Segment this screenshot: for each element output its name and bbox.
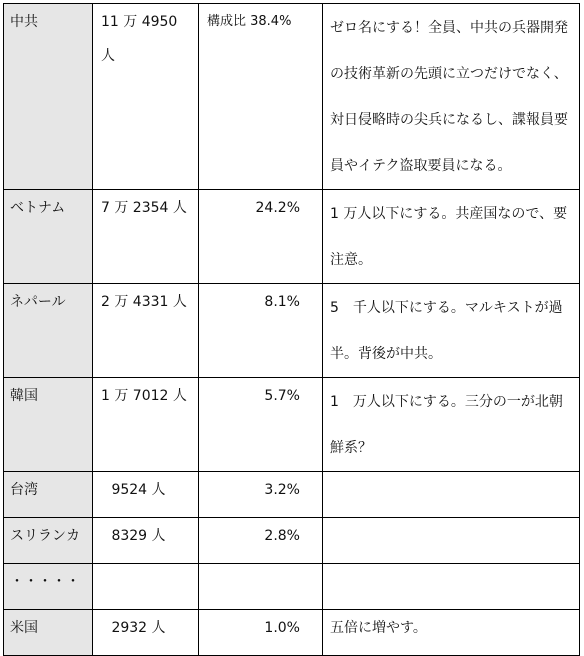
- note-cell: 5 千人以下にする。マルキストが過半。背後が中共。: [323, 284, 580, 378]
- note-cell: [323, 472, 580, 518]
- country-cell: ・・・・・: [4, 564, 93, 610]
- note-cell: [323, 518, 580, 564]
- ratio-cell: 1.0%: [199, 610, 323, 656]
- ratio-cell: 2.8%: [199, 518, 323, 564]
- country-cell: 韓国: [4, 378, 93, 472]
- ratio-cell: 構成比 38.4%: [199, 4, 323, 190]
- table-row: [4, 190, 580, 284]
- ratio-cell: 8.1%: [199, 284, 323, 378]
- note-cell: [323, 564, 580, 610]
- count-cell: [93, 564, 199, 610]
- country-cell: 米国: [4, 610, 93, 656]
- ratio-cell: 5.7%: [199, 378, 323, 472]
- count-cell: 7 万 2354 人: [93, 190, 199, 284]
- count-cell: 9524 人: [93, 472, 199, 518]
- country-cell: スリランカ: [4, 518, 93, 564]
- note-cell: ゼロ名にする！全員、中共の兵器開発の技術革新の先頭に立つだけでなく、対日侵略時の尖兵になるし、諜報員要員やイテク盗取要員になる。: [323, 4, 580, 190]
- count-cell: 1 万 7012 人: [93, 378, 199, 472]
- table-row: [4, 518, 580, 564]
- table-row: [4, 472, 580, 518]
- count-cell: 2932 人: [93, 610, 199, 656]
- country-cell: 中共: [4, 4, 93, 190]
- table-row: [4, 284, 580, 378]
- country-cell: ネパール: [4, 284, 93, 378]
- table-row: [4, 4, 580, 190]
- table-row: [4, 378, 580, 472]
- student-table: [3, 3, 580, 656]
- ratio-cell: 3.2%: [199, 472, 323, 518]
- table-row: [4, 564, 580, 610]
- country-cell: 台湾: [4, 472, 93, 518]
- country-cell: ベトナム: [4, 190, 93, 284]
- ratio-cell: [199, 564, 323, 610]
- count-cell: 8329 人: [93, 518, 199, 564]
- note-cell: 1 万人以下にする。共産国なので、要注意。: [323, 190, 580, 284]
- table-row: [4, 610, 580, 656]
- note-cell: 1 万人以下にする。三分の一が北朝鮮系？: [323, 378, 580, 472]
- ratio-cell: 24.2%: [199, 190, 323, 284]
- count-cell: 2 万 4331 人: [93, 284, 199, 378]
- note-cell: 五倍に増やす。: [323, 610, 580, 656]
- count-cell: 11 万 4950 人: [93, 4, 199, 190]
